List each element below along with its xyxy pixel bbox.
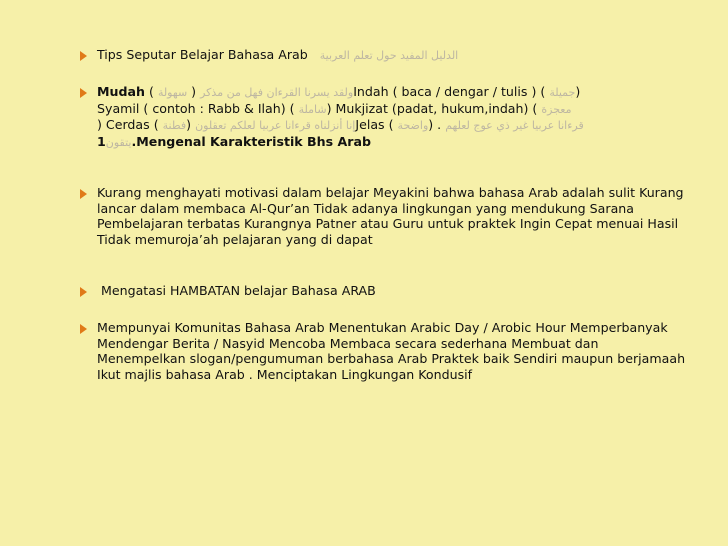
karakteristik-line-1 [97, 84, 687, 101]
arabic-jamil: جميلة [549, 86, 576, 99]
orange-triangle-bullet-icon [80, 287, 87, 297]
arabic-wadih: واضحة [397, 119, 429, 133]
bullet-solusi-list: Mempunyai Komunitas Bahasa Arab Menentukan Arabic Day / Arobic Hour Memperbanyak Mendengar Berita / Nasyid Mencoba Membaca secara sederhana Membuat dan Menempelkan slogan/pengumuman berbahasa Arab Praktek baik Sendiri maupun berjamaah Ikut majlis bahasa Arab . Menciptakan Lingkungan Kondusif [97, 320, 686, 382]
bullet-karakteristik [97, 84, 687, 150]
paren-close-4: ) . [428, 117, 442, 133]
arabic-sahl: سهولة [157, 86, 188, 99]
bullet-tips-title [97, 47, 687, 64]
paren-close: ) [191, 84, 197, 99]
paren-close-3: ) [186, 117, 192, 133]
karakteristik-line-3 [97, 117, 687, 134]
arabic-quran-verse-2: إنا أنزلناه قرءانا عربيا لعلكم تعقلون [195, 119, 356, 133]
orange-triangle-bullet-icon [80, 324, 87, 334]
arabic-fatin: فطنة [162, 119, 187, 133]
arabic-yattaqun: يتقون [105, 135, 132, 149]
orange-triangle-bullet-icon [80, 189, 87, 199]
orange-triangle-bullet-icon [80, 88, 87, 98]
karakteristik-line-2 [97, 101, 687, 118]
paren-open: ( [149, 84, 154, 99]
arabic-quran-verse-3: قرءانا عربيا غير ذي عوج لعلهم [445, 119, 584, 133]
bullet-mengatasi-heading: Mengatasi HAMBATAN belajar Bahasa ARAB [101, 283, 376, 298]
bullet-hambatan-list: Kurang menghayati motivasi dalam belajar Meyakini bahwa bahasa Arab adalah sulit Kurang lancar dalam membaca Al-Qur’an Tidak adanya lingkungan yang mendukung Sarana Pembelajaran terbatas Kurangnya Patner atau Guru untuk praktek Ingin Cepat menuai Hasil Tidak memuroja’ah pelajaran yang di dapat [97, 185, 684, 247]
mudah-label: Mudah [97, 84, 145, 99]
arabic-quran-verse-1: ولقد يسرنا القرءان فهل من مذكر [200, 86, 354, 99]
orange-triangle-bullet-icon [80, 51, 87, 61]
indah-text: Indah ( baca / dengar / tulis ) ( [353, 84, 546, 99]
mengenal-heading: 1.Mengenal Karakteristik Bhs Arab [97, 133, 371, 149]
arabic-mujiz: معجزة [541, 102, 572, 116]
paren-close-2: ) [575, 84, 581, 99]
cerdas-text: ) Cerdas ( [97, 117, 159, 133]
tips-title-text: Tips Seputar Belajar Bahasa Arab [97, 47, 308, 62]
mukjizat-text: ) Mukjizat (padat, hukum,indah) ( [326, 100, 538, 116]
tips-title-arabic: الدليل المفيد حول تعلم العربية [319, 49, 459, 62]
arabic-syamil: شاملة [298, 102, 327, 116]
syamil-text: Syamil ( contoh : Rabb & Ilah) ( [97, 100, 295, 116]
karakteristik-line-4 [97, 134, 687, 151]
jelas-text: Jelas ( [355, 117, 394, 133]
